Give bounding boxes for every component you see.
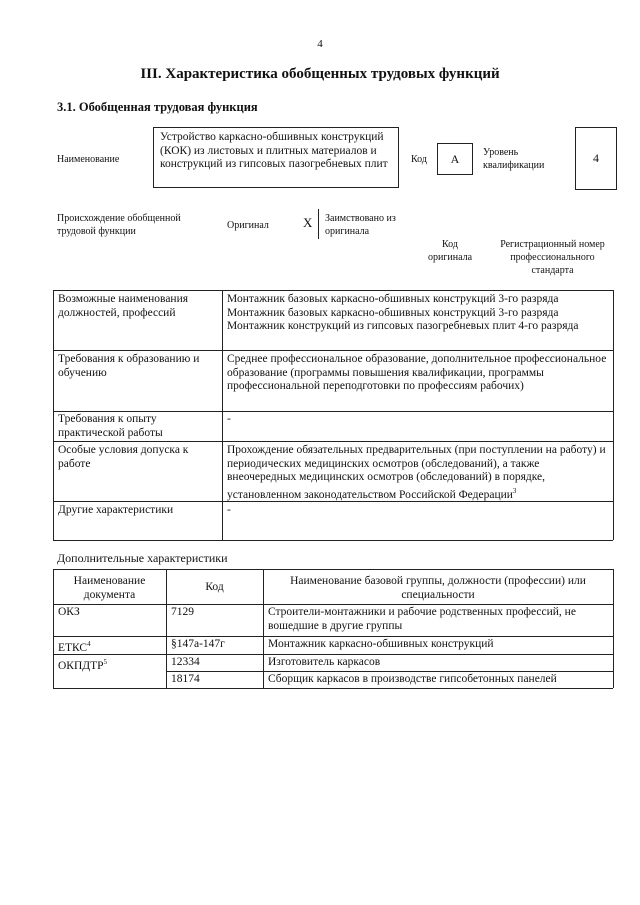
footnote-ref: 4 xyxy=(87,640,91,648)
main-row-value-education: Среднее профессиональное образование, дополнительное профессиональное образование (программы повышения квалификации, программы профессиональной переподготовки по профессиям рабочих) xyxy=(227,353,607,392)
code-value: А xyxy=(450,152,460,166)
footnote-ref: 5 xyxy=(103,658,108,666)
original-code-label: Код оригинала xyxy=(427,239,473,263)
main-row-value-admission xyxy=(223,443,612,503)
additional-doc xyxy=(54,655,165,674)
doc-name: ЕТКС xyxy=(58,641,88,654)
additional-title: Дополнительные характеристики xyxy=(57,551,228,565)
additional-name: Изготовитель каркасов xyxy=(268,656,381,668)
main-row-value-other: - xyxy=(227,504,231,516)
main-row-value-positions xyxy=(223,292,612,335)
position-line: Монтажник базовых каркасно-обшивных конструкций 3-го разряда xyxy=(227,293,559,305)
doc-name: ОКПДТР xyxy=(58,659,104,672)
origin-divider xyxy=(318,209,319,239)
function-name-value: Устройство каркасно-обшивных конструкций (КОК) из листовых и плитных материалов и конструкций из гипсовых пазогребневых плит xyxy=(160,131,388,170)
additional-name: Строители-монтажники и рабочие родственных профессий, не вошедшие в другие группы xyxy=(268,606,576,632)
section-title: III. Характеристика обобщенных трудовых функций xyxy=(140,66,500,82)
original-label: Оригинал xyxy=(227,220,269,231)
main-row-label-positions: Возможные наименования должностей, профессий xyxy=(58,293,189,319)
main-row-label-other: Другие характеристики xyxy=(58,504,174,516)
borrowed-label: Заимствовано из оригинала xyxy=(325,213,396,237)
additional-name: Сборщик каркасов в производстве гипсобетонных панелей xyxy=(268,673,557,685)
subsection-title: 3.1. Обобщенная трудовая функция xyxy=(57,100,258,114)
level-box xyxy=(575,127,617,190)
additional-doc xyxy=(54,637,165,656)
original-mark: X xyxy=(303,215,313,230)
additional-name: Монтажник каркасно-обшивных конструкций xyxy=(268,638,494,650)
additional-code: §147а-147г xyxy=(171,638,225,650)
additional-code: 18174 xyxy=(171,673,200,685)
main-row-label-education: Требования к образованию и обучению xyxy=(58,353,200,379)
additional-header-code: Код xyxy=(205,581,224,593)
function-name-box xyxy=(153,127,399,188)
code-box xyxy=(437,143,473,175)
name-label: Наименование xyxy=(57,154,120,165)
main-row-value-experience: - xyxy=(227,413,231,425)
main-row-label-experience: Требования к опыту практической работы xyxy=(58,413,163,439)
admission-text: Прохождение обязательных предварительных (при поступлении на работу) и периодических медицинских осмотров (обследований), а также внеочередных медицинских осмотров (обследований) в порядке, установленном законодательством Российской Федерации xyxy=(227,444,606,501)
main-row-label-admission: Особые условия допуска к работе xyxy=(58,444,189,470)
additional-doc: ОКЗ xyxy=(58,606,80,618)
code-label: Код xyxy=(411,154,427,165)
position-line: Монтажник базовых каркасно-обшивных конструкций 3-го разряда xyxy=(227,306,559,319)
additional-code: 7129 xyxy=(171,606,194,618)
level-label: Уровень квалификации xyxy=(483,147,545,171)
level-value: 4 xyxy=(593,151,599,165)
additional-header-doc: Наименование документа xyxy=(73,575,146,601)
reg-number-label: Регистрационный номер профессионального стандарта xyxy=(500,239,605,276)
additional-code: 12334 xyxy=(171,656,200,668)
page-number: 4 xyxy=(317,38,323,50)
additional-header-name: Наименование базовой группы, должности (профессии) или специальности xyxy=(290,575,586,601)
origin-label: Происхождение обобщенной трудовой функции xyxy=(57,213,181,237)
position-line: Монтажник конструкций из гипсовых пазогребневых плит 4-го разряда xyxy=(227,320,579,332)
footnote-ref: 3 xyxy=(512,486,517,495)
